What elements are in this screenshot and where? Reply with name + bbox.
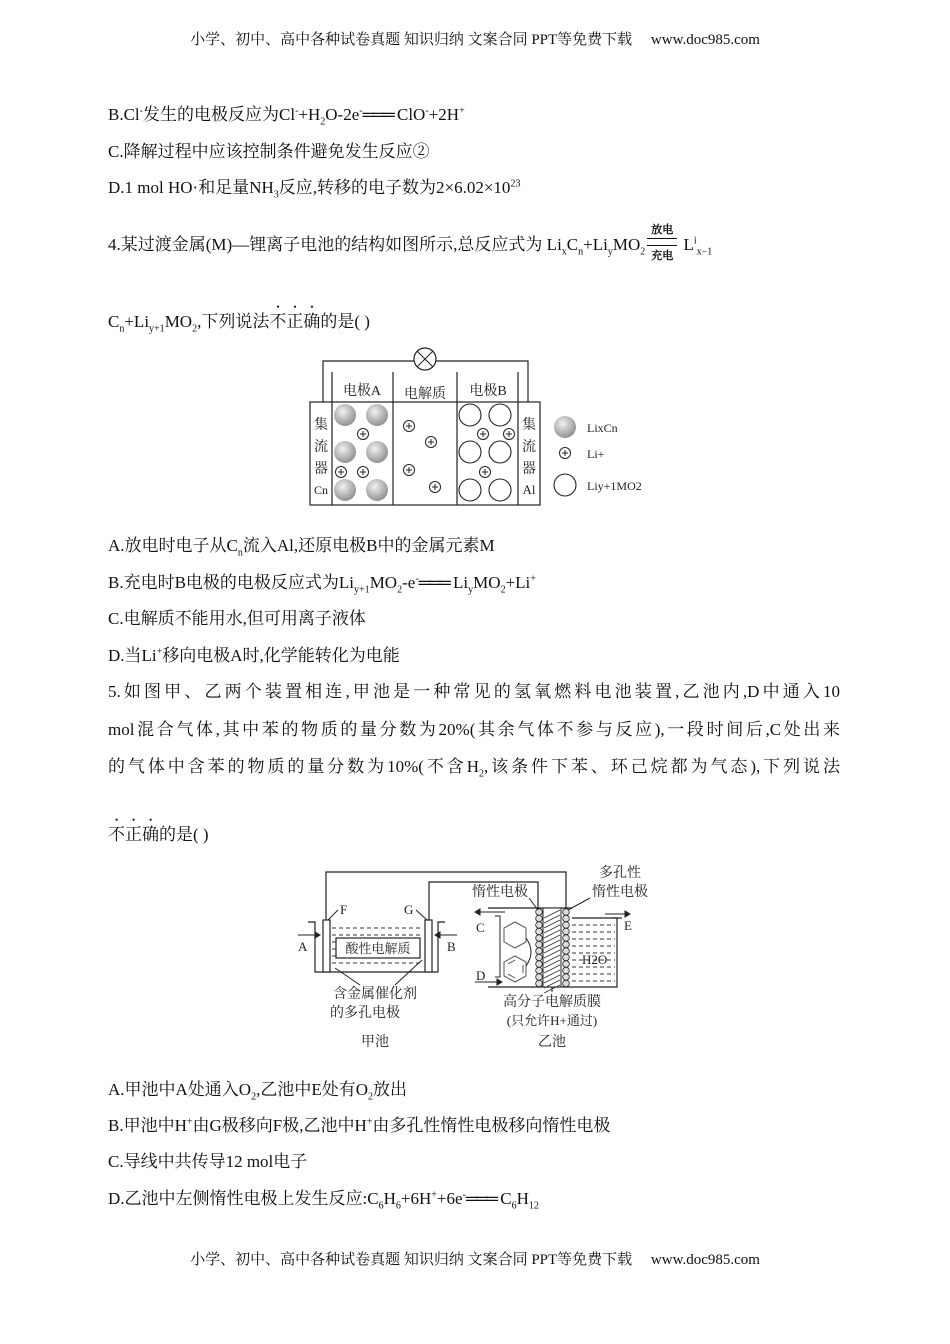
text-segment: A.甲池中A处通入O (108, 1080, 252, 1099)
text-segment: + (366, 1116, 373, 1128)
li-ion-icon (404, 465, 415, 476)
text-segment: C.降解过程中应该控制条件避免发生反应② (108, 142, 430, 161)
lixcn-particle (334, 479, 356, 501)
text-segment: 由G极移向F极,乙池中H (192, 1116, 367, 1135)
porous-electrode-bead (563, 967, 570, 974)
text-segment: +6e (436, 1189, 463, 1208)
text-segment: n (578, 246, 584, 258)
porous-electrode-bead (563, 928, 570, 935)
text-segment: 的气体中含苯的物质的量分数为10%(不含H (108, 757, 479, 776)
text-segment: L (679, 235, 694, 254)
text-segment: ,乙池中E处有O (256, 1080, 369, 1099)
electrode-f-label: F (340, 902, 348, 917)
text-segment: - (359, 105, 363, 117)
lixcn-particle (366, 479, 388, 501)
li-ion-battery-diagram (300, 345, 660, 515)
text-segment: B.充电时B电极的电极反应式为Li (108, 573, 355, 592)
text-segment: D.当Li (108, 646, 157, 665)
text-segment: 12 (528, 1200, 539, 1212)
text-segment: 放出 (373, 1080, 408, 1099)
q5-option-a (108, 1079, 407, 1101)
li-ion-icon (404, 421, 415, 432)
text-segment: ,下列说法 (197, 312, 270, 331)
text-segment: 移向电极A时,化学能转化为电能 (162, 646, 400, 665)
porous-electrode-bead (563, 954, 570, 961)
catalyst-label-1: 含金属催化剂 (333, 987, 417, 1002)
text-segment: O-2e (325, 105, 360, 124)
text-segment: H (383, 1189, 396, 1208)
circuit-wire (326, 872, 566, 920)
text-segment: 反应,转移的电子数为2×6.02×10 (278, 178, 511, 197)
footer-text: 小学、初中、高中各种试卷真题 知识归纳 文案合同 PPT等免费下载 (190, 1252, 633, 1268)
li-ion-icon (358, 429, 369, 440)
collector-left-char: 集 (314, 418, 328, 433)
text-segment: +6H (400, 1189, 432, 1208)
q5-option-c (108, 1151, 307, 1173)
text-segment: MO (164, 312, 193, 331)
collector-left-char: 器 (314, 462, 328, 477)
benzene-icon (504, 956, 526, 982)
text-segment: -e (402, 573, 416, 592)
text-segment: 放电 充电 (645, 235, 679, 257)
porous-electrode-bead (563, 974, 570, 981)
inert-electrode-bead (536, 961, 543, 968)
porous-electrode-bead (563, 935, 570, 942)
text-segment: 3 (273, 189, 279, 201)
text-segment: + (459, 105, 465, 117)
acid-electrolyte-label: 酸性电解质 (345, 941, 411, 956)
text-segment: 23 (510, 178, 521, 190)
fuel-cell-electrolysis-diagram (290, 860, 660, 1055)
inlet-b-label: B (447, 939, 456, 954)
lixcn-particle (366, 404, 388, 426)
text-segment: + (156, 646, 163, 658)
lixcn-particle (554, 416, 576, 438)
page-footer (0, 1248, 950, 1269)
header-text: 小学、初中、高中各种试卷真题 知识归纳 文案合同 PPT等免费下载 (190, 32, 633, 48)
text-segment: 2 (251, 1091, 257, 1103)
text-segment: ,该条件下苯、环己烷都为气态),下列说法 (484, 757, 840, 776)
text-segment: 流入Al,还原电极B中的金属元素M (242, 536, 495, 555)
collector-right-char: 集 (522, 418, 536, 433)
text-segment: 6 (511, 1200, 517, 1212)
text-segment: 发生的电极反应为Cl (143, 105, 296, 124)
text-segment: 2 (500, 584, 506, 596)
q4-option-b (108, 572, 536, 594)
text-segment: 2 (640, 246, 646, 258)
inert-electrode-label: 惰性电极 (472, 885, 528, 900)
collector-left-char: 流 (314, 440, 328, 455)
li-ion-icon (426, 437, 437, 448)
legend-lixcn-label: LixCn (587, 421, 618, 435)
q5-option-b (108, 1115, 610, 1137)
li-ion-icon (504, 429, 515, 440)
porous-electrode-bead (563, 922, 570, 929)
q5-option-d (108, 1188, 539, 1210)
outlet-c-label: C (476, 920, 485, 935)
lixcn-particle (334, 441, 356, 463)
inert-electrode-bead (536, 980, 543, 987)
text-segment: y (468, 584, 474, 596)
text-segment: 6 (395, 1200, 401, 1212)
li-ion-icon (560, 448, 571, 459)
text-segment: 的是( ) (320, 312, 370, 331)
q3-option-c (108, 141, 430, 163)
collector-right-char: 器 (522, 462, 536, 477)
membrane-label-1: 高分子电解质膜 (503, 995, 601, 1010)
porous-electrode-bead (563, 961, 570, 968)
cyclohexane-icon (504, 922, 526, 948)
text-segment: n (237, 547, 243, 559)
q5-stem-line1 (108, 681, 840, 703)
limo2-particle (554, 474, 576, 496)
q4-stem-line1 (108, 224, 713, 263)
text-segment: C (108, 312, 120, 331)
cell-jia-label: 甲池 (361, 1035, 389, 1050)
text-segment: + (186, 1116, 193, 1128)
inert-electrode-bead (536, 909, 543, 916)
li-ion-icon (430, 482, 441, 493)
text-segment: +H (298, 105, 321, 124)
text-segment: Li (448, 573, 469, 592)
text-segment: - (462, 1189, 466, 1201)
text-segment: C.导线中共传导12 mol电子 (108, 1152, 308, 1171)
inlet-d-label: D (476, 968, 486, 983)
porous-electrode-bead (563, 948, 570, 955)
text-segment: y+1 (149, 323, 165, 335)
q4-option-c (108, 608, 366, 630)
text-segment: 2 (192, 323, 198, 335)
text-segment: 不正确 (269, 312, 321, 331)
conversion-arrow (526, 938, 531, 966)
text-segment: C (496, 1189, 512, 1208)
inert-electrode-bead (536, 948, 543, 955)
limo2-particle (459, 479, 481, 501)
page-header (0, 28, 950, 49)
text-segment: B.Cl (108, 105, 140, 124)
text-segment: +Li (505, 573, 531, 592)
electrode-g-label: G (404, 902, 414, 917)
inert-electrode-bead (536, 922, 543, 929)
text-segment: +Li (583, 235, 608, 254)
inert-electrode-bead (536, 967, 543, 974)
inlet-a-label: A (298, 939, 308, 954)
inert-electrode-bead (536, 935, 543, 942)
porous-electrode-bead (563, 915, 570, 922)
footer-site-link[interactable]: www.doc985.com (650, 1252, 760, 1268)
text-segment: 4.某过渡金属(M)—锂离子电池的结构如图所示,总反应式为 Li (108, 235, 562, 254)
lamp-icon (414, 348, 436, 370)
text-segment: 6 (378, 1200, 384, 1212)
text-segment: - (425, 105, 429, 117)
water-label: H2O (582, 952, 608, 967)
text-segment: i (693, 235, 697, 247)
text-segment: ClO (392, 105, 426, 124)
text-segment: 2 (479, 768, 484, 780)
text-segment: y (607, 246, 613, 258)
inert-electrode-bead (536, 954, 543, 961)
text-segment: C.电解质不能用水,但可用离子液体 (108, 609, 366, 628)
text-segment: +2H (428, 105, 460, 124)
electrode-a-label: 电极A (342, 384, 382, 399)
text-segment: n (119, 323, 125, 335)
text-segment: MO (369, 573, 398, 592)
text-segment: 由多孔性惰性电极移向惰性电极 (372, 1116, 611, 1135)
inert-electrode-bead (536, 915, 543, 922)
text-segment: D.乙池中左侧惰性电极上发生反应:C (108, 1189, 379, 1208)
q3-option-d (108, 177, 520, 199)
electrode-b-label: 电极B (469, 384, 507, 399)
li-ion-icon (336, 467, 347, 478)
electrolyte-label: 电解质 (404, 387, 446, 402)
legend-li-ion-label: Li+ (587, 447, 605, 461)
inert-electrode-bead (536, 928, 543, 935)
text-segment: 2 (320, 116, 326, 128)
text-segment: MO (612, 235, 641, 254)
limo2-particle (459, 404, 481, 426)
text-segment: 5.如图甲、乙两个装置相连,甲池是一种常见的氢氧燃料电池装置,乙池内,D中通入10 (108, 682, 840, 701)
catalyst-label-2: 的多孔电极 (330, 1006, 400, 1021)
lixcn-particle (366, 441, 388, 463)
text-segment: H (516, 1189, 529, 1208)
limo2-particle (489, 479, 511, 501)
q5-stem-line3 (108, 756, 840, 778)
text-segment: x−1 (696, 246, 713, 258)
text-segment: +Li (124, 312, 150, 331)
text-segment: mol混合气体,其中苯的物质的量分数为20%(其余气体不参与反应),一段时间后,C处出来 (108, 720, 840, 739)
text-segment: MO (473, 573, 501, 592)
li-ion-icon (478, 429, 489, 440)
text-segment: 2 (368, 1091, 374, 1103)
collector-right-char: 流 (522, 440, 536, 455)
porous-electrode-bead (563, 980, 570, 987)
text-segment: 的是( ) (159, 825, 209, 844)
text-segment: y+1 (354, 584, 370, 596)
porous-electrode-label-1: 多孔性 (599, 866, 641, 881)
membrane-label-2: (只允许H+通过) (506, 1013, 598, 1028)
li-ion-icon (358, 467, 369, 478)
inert-electrode-bead (536, 941, 543, 948)
text-segment: C (566, 235, 579, 254)
cell-yi-label: 乙池 (538, 1035, 566, 1050)
text-segment: - (295, 105, 299, 117)
porous-electrode-label-2: 惰性电极 (592, 885, 648, 900)
lixcn-particle (334, 404, 356, 426)
text-segment: A.放电时电子从C (108, 536, 238, 555)
inert-electrode-bead (536, 974, 543, 981)
q5-stem-line4 (108, 815, 209, 846)
q3-option-b (108, 104, 465, 126)
outlet-e-label: E (624, 918, 632, 933)
text-segment: 不正确 (108, 825, 159, 844)
limo2-particle (489, 404, 511, 426)
text-segment: 2 (397, 584, 403, 596)
text-segment: + (431, 1189, 437, 1201)
q5-stem-line2 (108, 719, 840, 741)
text-segment: + (530, 573, 536, 585)
limo2-particle (489, 441, 511, 463)
text-segment: ═══ (418, 573, 449, 592)
text-segment: - (415, 573, 419, 585)
collector-right-char: Al (522, 482, 536, 497)
collector-left-char: Cn (313, 483, 329, 497)
text-segment: - (139, 105, 143, 117)
text-segment: B.甲池中H (108, 1116, 187, 1135)
porous-electrode-bead (563, 941, 570, 948)
header-site-link[interactable]: www.doc985.com (650, 32, 760, 48)
text-segment: D.1 mol HO·和足量NH (108, 178, 274, 197)
q4-option-a (108, 535, 495, 557)
li-ion-icon (480, 467, 491, 478)
legend-limo2-label: Liy+1MO2 (587, 479, 642, 493)
limo2-particle (459, 441, 481, 463)
q4-stem-line2 (108, 302, 370, 333)
text-segment: ═══ (465, 1189, 497, 1208)
text-segment: ═══ (362, 105, 393, 124)
q4-option-d (108, 645, 400, 667)
text-segment: x (561, 246, 567, 258)
